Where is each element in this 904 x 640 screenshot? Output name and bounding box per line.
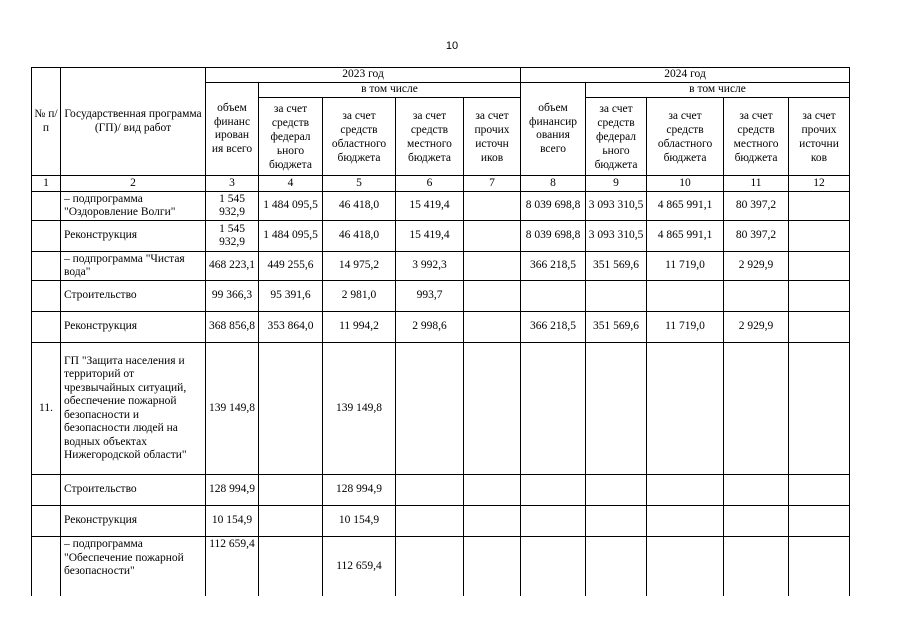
cell <box>259 343 323 475</box>
cell: 10 154,9 <box>206 506 259 537</box>
cell: 80 397,2 <box>724 221 789 252</box>
cell <box>464 281 521 312</box>
cell <box>464 343 521 475</box>
table-row <box>32 475 850 506</box>
row-no <box>32 506 61 537</box>
cell <box>464 312 521 343</box>
cell: 1 484 095,5 <box>259 221 323 252</box>
cell <box>464 506 521 537</box>
cell <box>521 537 586 597</box>
cell <box>464 537 521 597</box>
col-number: 9 <box>586 176 647 192</box>
row-no <box>32 252 61 281</box>
cell: 2 929,9 <box>724 252 789 281</box>
col-number: 12 <box>789 176 850 192</box>
cell <box>396 343 464 475</box>
cell: 351 569,6 <box>586 252 647 281</box>
header-2024-regional: за счет средств областного бюджета <box>647 98 724 176</box>
cell: 368 856,8 <box>206 312 259 343</box>
header-2023-total: объем финанс ирован ия всего <box>206 83 259 176</box>
cell: 1 545 932,9 <box>206 192 259 221</box>
cell: 139 149,8 <box>206 343 259 475</box>
header-2024-including: в том числе <box>586 83 850 98</box>
table-row <box>32 192 850 221</box>
cell: 11 994,2 <box>323 312 396 343</box>
cell <box>789 192 850 221</box>
col-number: 8 <box>521 176 586 192</box>
cell: 112 659,4 <box>323 537 396 597</box>
col-number: 11 <box>724 176 789 192</box>
row-no <box>32 312 61 343</box>
cell <box>521 506 586 537</box>
cell: 993,7 <box>396 281 464 312</box>
row-no <box>32 475 61 506</box>
cell: 99 366,3 <box>206 281 259 312</box>
row-name: Реконструкция <box>61 506 206 537</box>
cell: 139 149,8 <box>323 343 396 475</box>
header-2023-including: в том числе <box>259 83 521 98</box>
col-number: 4 <box>259 176 323 192</box>
page-number: 10 <box>445 40 459 52</box>
row-name: – подпрограмма "Чистая вода" <box>61 252 206 281</box>
cell <box>724 475 789 506</box>
cell <box>647 281 724 312</box>
cell <box>259 475 323 506</box>
cell <box>586 343 647 475</box>
cell: 8 039 698,8 <box>521 221 586 252</box>
header-no: № п/п <box>32 68 61 176</box>
header-year-2023: 2023 год <box>206 68 521 83</box>
cell <box>464 192 521 221</box>
cell: 15 419,4 <box>396 221 464 252</box>
header-2023-other: за счет прочих источн иков <box>464 98 521 176</box>
cell: 468 223,1 <box>206 252 259 281</box>
cell: 449 255,6 <box>259 252 323 281</box>
row-name: – подпрограмма "Обеспечение пожарной безопасности" <box>61 537 206 597</box>
col-number: 7 <box>464 176 521 192</box>
cell: 11 719,0 <box>647 252 724 281</box>
cell <box>521 475 586 506</box>
cell <box>789 475 850 506</box>
cell <box>396 506 464 537</box>
cell: 2 998,6 <box>396 312 464 343</box>
cell <box>586 281 647 312</box>
cell: 3 093 310,5 <box>586 221 647 252</box>
col-number: 10 <box>647 176 724 192</box>
cell <box>724 537 789 597</box>
cell: 353 864,0 <box>259 312 323 343</box>
table-row <box>32 506 850 537</box>
table-row <box>32 221 850 252</box>
cell <box>586 506 647 537</box>
cell: 366 218,5 <box>521 312 586 343</box>
cell: 15 419,4 <box>396 192 464 221</box>
cell: 95 391,6 <box>259 281 323 312</box>
cell: 8 039 698,8 <box>521 192 586 221</box>
cell <box>586 475 647 506</box>
header-year-2024: 2024 год <box>521 68 850 83</box>
col-number: 2 <box>61 176 206 192</box>
cell <box>789 537 850 597</box>
cell <box>396 537 464 597</box>
column-number-row <box>32 176 850 192</box>
row-no <box>32 537 61 597</box>
cell: 366 218,5 <box>521 252 586 281</box>
cell: 4 865 991,1 <box>647 221 724 252</box>
cell: 3 093 310,5 <box>586 192 647 221</box>
cell <box>724 281 789 312</box>
cell: 46 418,0 <box>323 192 396 221</box>
cell <box>724 506 789 537</box>
cell <box>789 252 850 281</box>
col-number: 6 <box>396 176 464 192</box>
cell: 14 975,2 <box>323 252 396 281</box>
cell <box>789 221 850 252</box>
row-name: Строительство <box>61 281 206 312</box>
cell <box>259 537 323 597</box>
header-2024-other: за счет прочих источни ков <box>789 98 850 176</box>
row-name: ГП "Защита населения и территорий от чрезвычайных ситуаций, обеспечение пожарной безопасности и безопасности людей на водных объектах Нижегородской области" <box>61 343 206 475</box>
cell: 1 545 932,9 <box>206 221 259 252</box>
cell <box>724 343 789 475</box>
cell <box>464 475 521 506</box>
cell <box>789 506 850 537</box>
cell <box>647 506 724 537</box>
header-2024-total: объем финансир ования всего <box>521 83 586 176</box>
table-row <box>32 537 850 597</box>
header-2023-local: за счет средств местного бюджета <box>396 98 464 176</box>
cell <box>647 475 724 506</box>
header-2024-federal: за счет средств федерал ьного бюджета <box>586 98 647 176</box>
cell <box>647 537 724 597</box>
cell: 80 397,2 <box>724 192 789 221</box>
cell <box>521 343 586 475</box>
cell: 128 994,9 <box>323 475 396 506</box>
cell: 11 719,0 <box>647 312 724 343</box>
cell <box>789 281 850 312</box>
col-number: 1 <box>32 176 61 192</box>
header-2023-federal: за счет средств федерал ьного бюджета <box>259 98 323 176</box>
row-name: Реконструкция <box>61 221 206 252</box>
cell: 10 154,9 <box>323 506 396 537</box>
cell <box>586 537 647 597</box>
cell <box>464 252 521 281</box>
table-row <box>32 312 850 343</box>
cell <box>789 312 850 343</box>
col-number: 5 <box>323 176 396 192</box>
cell: 4 865 991,1 <box>647 192 724 221</box>
header-program: Государственная программа (ГП)/ вид работ <box>61 68 206 176</box>
cell: 2 981,0 <box>323 281 396 312</box>
cell <box>259 506 323 537</box>
cell: 128 994,9 <box>206 475 259 506</box>
table-row <box>32 343 850 475</box>
table-row <box>32 252 850 281</box>
financing-table <box>31 67 850 596</box>
cell: 46 418,0 <box>323 221 396 252</box>
cell <box>789 343 850 475</box>
row-name: Реконструкция <box>61 312 206 343</box>
row-no <box>32 281 61 312</box>
row-no: 11. <box>32 343 61 475</box>
row-no <box>32 192 61 221</box>
row-no <box>32 221 61 252</box>
cell: 112 659,4 <box>206 537 259 597</box>
table-row <box>32 281 850 312</box>
cell <box>396 475 464 506</box>
cell: 2 929,9 <box>724 312 789 343</box>
header-2024-local: за счет средств местного бюджета <box>724 98 789 176</box>
row-name: Строительство <box>61 475 206 506</box>
cell: 351 569,6 <box>586 312 647 343</box>
row-name: – подпрограмма "Оздоровление Волги" <box>61 192 206 221</box>
cell <box>464 221 521 252</box>
cell <box>521 281 586 312</box>
col-number: 3 <box>206 176 259 192</box>
header-2023-regional: за счет средств областного бюджета <box>323 98 396 176</box>
cell <box>647 343 724 475</box>
cell: 3 992,3 <box>396 252 464 281</box>
cell: 1 484 095,5 <box>259 192 323 221</box>
